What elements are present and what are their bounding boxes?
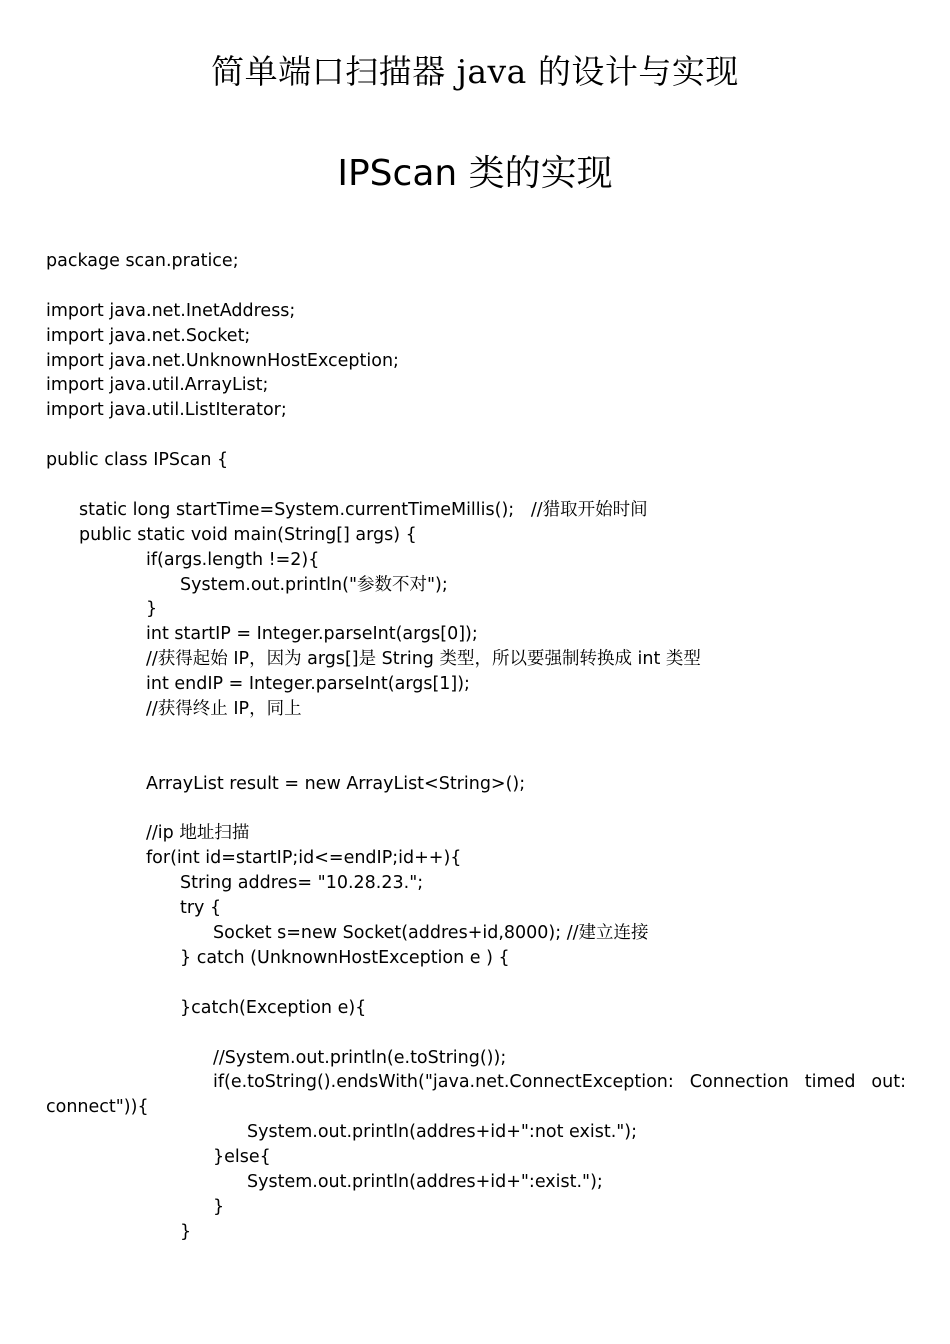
code-line: }catch(Exception e){: [180, 997, 367, 1018]
code-line: [46, 747, 906, 772]
document-title: 简单端口扫描器 java 的设计与实现: [211, 52, 739, 91]
code-word: if(e.toString().endsWith("java.net.ConnectException:: [213, 1072, 674, 1093]
code-line-justified: [46, 1070, 906, 1095]
code-line: System.out.println(addres+id+":exist.");: [247, 1171, 603, 1192]
code-word: timed: [804, 1072, 856, 1093]
code-line: }: [213, 1196, 225, 1217]
code-line: public static void main(String[] args) {: [79, 524, 417, 545]
code-line: [46, 274, 906, 299]
code-line: ArrayList result = new ArrayList<String>();: [146, 773, 526, 794]
code-line: import java.net.Socket;: [46, 325, 251, 346]
code-line: //System.out.println(e.toString());: [213, 1047, 507, 1068]
code-line: int endIP = Integer.parseInt(args[1]);: [146, 674, 470, 695]
code-line: int startIP = Integer.parseInt(args[0]);: [146, 624, 478, 645]
code-line: }else{: [213, 1147, 271, 1168]
code-line: //获得起始 IP，因为 args[]是 String 类型，所以要强制转换成 int 类型: [146, 649, 701, 670]
code-line: import java.net.UnknownHostException;: [46, 350, 399, 371]
code-line: //获得终止 IP，同上: [146, 699, 302, 720]
code-line: [46, 971, 906, 996]
code-line: }: [146, 599, 158, 620]
code-line: Socket s=new Socket(addres+id,8000); //建立连接: [213, 923, 649, 944]
code-line: }: [180, 1221, 192, 1242]
code-line: } catch (UnknownHostException e ) {: [180, 947, 510, 968]
code-line: [46, 423, 906, 448]
code-line: [46, 797, 906, 822]
code-line: //ip 地址扫描: [146, 823, 250, 844]
code-line: System.out.println(addres+id+":not exist.");: [247, 1122, 638, 1143]
code-line: if(args.length !=2){: [146, 549, 320, 570]
code-line: System.out.println("参数不对");: [180, 574, 448, 595]
code-block: [46, 249, 906, 1245]
code-line: String addres= "10.28.23.";: [180, 873, 424, 894]
code-line: [46, 473, 906, 498]
code-line: try {: [180, 898, 222, 919]
code-line: public class IPScan {: [46, 450, 229, 471]
code-line: for(int id=startIP;id<=endIP;id++){: [146, 848, 462, 869]
code-line: import java.util.ListIterator;: [46, 400, 287, 421]
code-word: Connection: [689, 1072, 789, 1093]
code-word: out:: [871, 1072, 906, 1093]
code-line: import java.util.ArrayList;: [46, 375, 269, 396]
code-line: [46, 1021, 906, 1046]
code-line: static long startTime=System.currentTimeMillis(); //猎取开始时间: [79, 499, 648, 520]
code-line: [46, 722, 906, 747]
section-title: IPScan 类的实现: [337, 153, 613, 194]
code-line: package scan.pratice;: [46, 251, 239, 271]
code-line: import java.net.InetAddress;: [46, 300, 296, 321]
code-line: connect")){: [46, 1097, 149, 1118]
